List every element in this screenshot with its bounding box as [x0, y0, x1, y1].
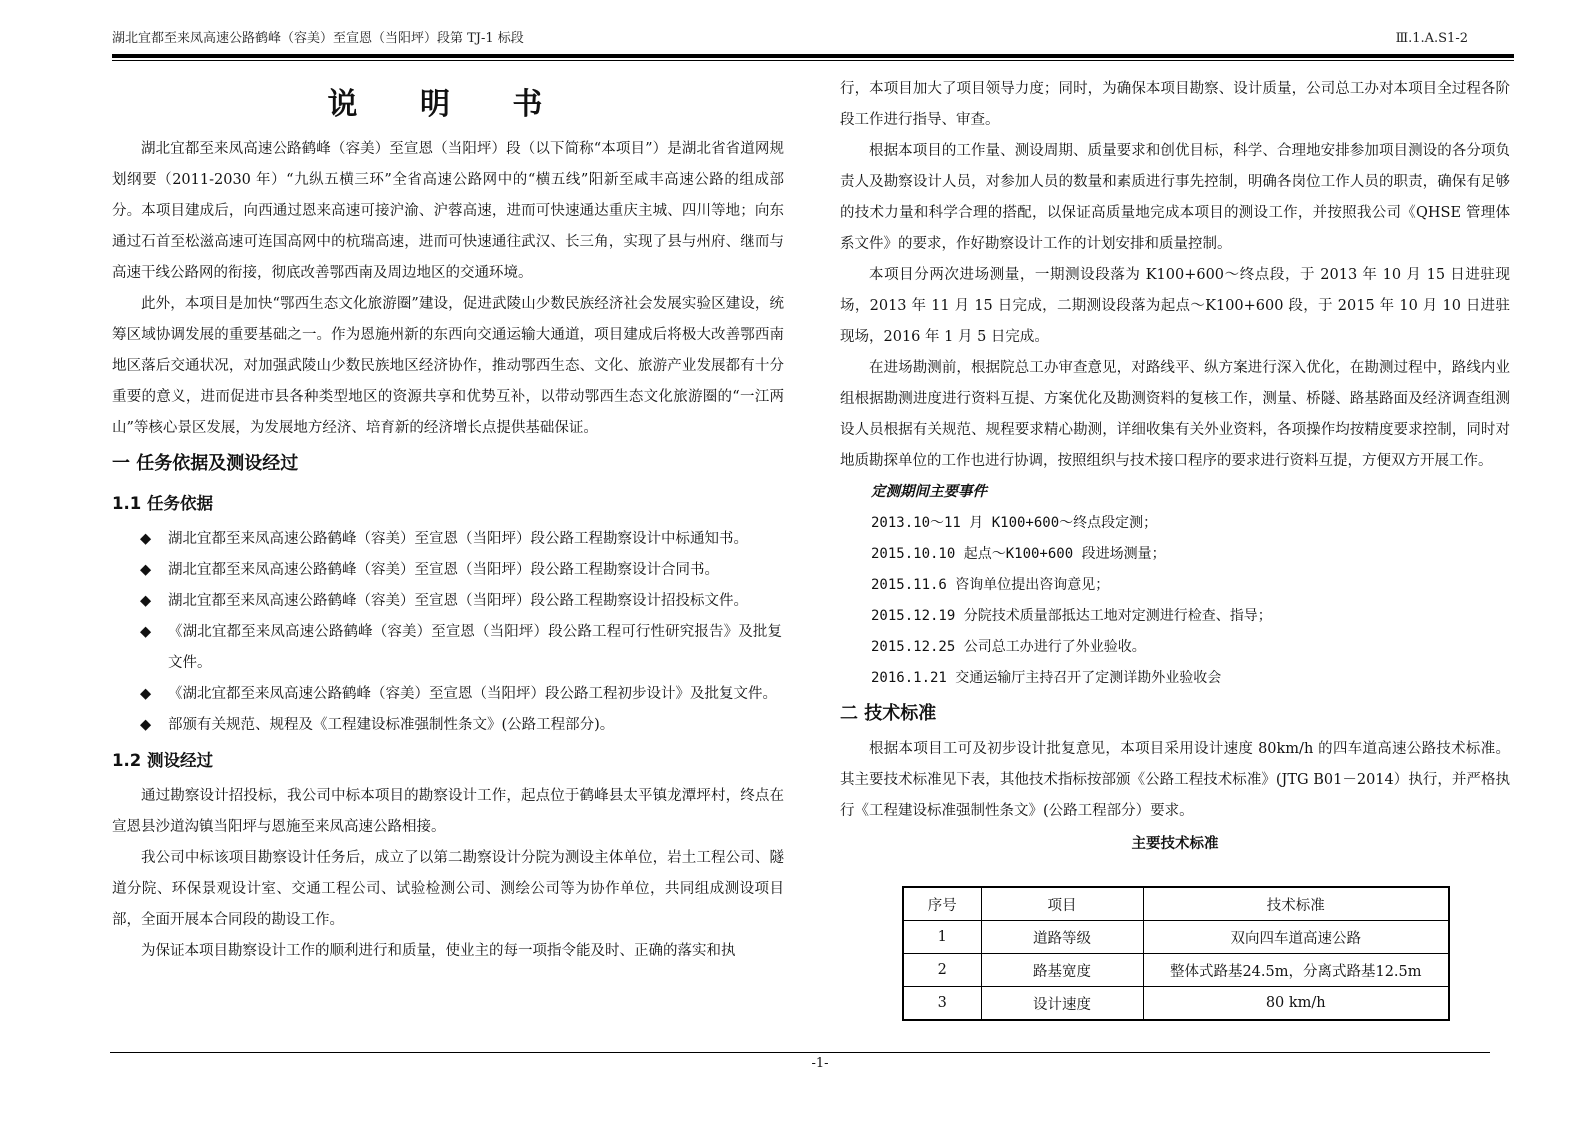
event-item: 2015.12.19 分院技术质量部抵达工地对定测进行检查、指导； — [871, 608, 1272, 624]
header-project-title: 湖北宜都至来凤高速公路鹤峰（容美）至宣恩（当阳坪）段第 TJ-1 标段 — [112, 31, 524, 46]
list-item: ◆ 《湖北宜都至来凤高速公路鹤峰（容美）至宣恩（当阳坪）段公路工程初步设计》及批复文件。 — [112, 679, 784, 710]
list-item: ◆ 湖北宜都至来凤高速公路鹤峰（容美）至宣恩（当阳坪）段公路工程勘察设计中标通知书。 — [112, 524, 784, 555]
events-heading: 定测期间主要事件 — [871, 484, 987, 500]
event-item: 2013.10～11 月 K100+600～终点段定测； — [871, 515, 1158, 531]
survey-paragraph: 为保证本项目勘察设计工作的顺利进行和质量，使业主的每一项指令能及时、正确的落实和执 — [141, 943, 736, 959]
body-paragraph: 根据本项目的工作量、测设周期、质量要求和创优目标，科学、合理地安排参加项目测设的各分项负责人及勘察设计人员，对参加人员的数量和素质进行事先控制，明确各岗位工作人员的职责，确保有足够的技术力量和科学合理的搭配，以保证高质量地完成本项目的测设工作，并按照我公司《QHSE 管理体系文件》的要求，作好勘察设计工作的计划安排和质量控制。 — [840, 143, 1510, 252]
subsection-1-1-heading: 1.1 任务依据 — [112, 494, 213, 513]
table-cell: 80 km/h — [1143, 987, 1449, 1021]
section-1-heading: 一 任务依据及测设经过 — [112, 453, 299, 474]
event-item: 2016.1.21 交通运输厅主持召开了定测详勘外业验收会 — [871, 670, 1222, 686]
event-item: 2015.11.6 咨询单位提出咨询意见； — [871, 577, 1110, 593]
body-paragraph: 本项目分两次进场测量，一期测设段落为 K100+600～终点段，于 2013 年 10 月 15 日进驻现场，2013 年 11 月 15 日完成，二期测设段落为起点～K100+600 段，于 2015 年 10 月 10 日进驻现场，2016 年 1 月 5 日完成。 — [840, 267, 1510, 345]
table-row — [903, 954, 1449, 987]
header-rule-thin — [112, 60, 1514, 61]
table-header-cell: 项目 — [981, 887, 1143, 921]
intro-paragraph: 此外，本项目是加快“鄂西生态文化旅游圈”建设，促进武陵山少数民族经济社会发展实验区建设，统筹区域协调发展的重要基础之一。作为恩施州新的东西向交通运输大通道，项目建成后将极大改善鄂西南地区落后交通状况，对加强武陵山少数民族地区经济协作，推动鄂西生态、文化、旅游产业发展都有十分重要的意义，进而促进市县各种类型地区的资源共享和优势互补，以带动鄂西生态文化旅游圈的“一江两山”等核心景区发展，为发展地方经济、培育新的经济增长点提供基础保证。 — [112, 296, 784, 436]
tech-standards-table — [902, 886, 1450, 1021]
table-header-row — [903, 887, 1449, 921]
list-item: ◆ 湖北宜都至来凤高速公路鹤峰（容美）至宣恩（当阳坪）段公路工程勘察设计合同书。 — [112, 555, 784, 586]
header-rule — [112, 54, 1514, 58]
table-cell: 3 — [903, 987, 981, 1021]
event-item: 2015.10.10 起点～K100+600 段进场测量； — [871, 546, 1166, 562]
intro-paragraph: 湖北宜都至来凤高速公路鹤峰（容美）至宣恩（当阳坪）段（以下简称“本项目”）是湖北省省道网规划纲要（2011-2030 年）“九纵五横三环”全省高速公路网中的“横五线”阳新至咸丰高速公路的组成部分。本项目建成后，向西通过恩来高速可接沪渝、沪蓉高速，进而可快速通达重庆主城、四川等地；向东通过石首至松滋高速可连国高网中的杭瑞高速，进而可快速通往武汉、长三角，实现了县与州府、继而与高速干线公路网的衔接，彻底改善鄂西南及周边地区的交通环境。 — [112, 141, 784, 281]
header-doc-code: Ⅲ.1.A.S1-2 — [1395, 31, 1468, 46]
table-title: 主要技术标准 — [1131, 836, 1219, 852]
table-cell: 双向四车道高速公路 — [1143, 921, 1449, 954]
table-header-cell: 技术标准 — [1143, 887, 1449, 921]
table-header-cell: 序号 — [903, 887, 981, 921]
doc-title: 说 明 书 — [327, 87, 569, 122]
table-cell: 1 — [903, 921, 981, 954]
table-cell: 整体式路基24.5m，分离式路基12.5m — [1143, 954, 1449, 987]
diamond-bullet-icon: ◆ — [140, 717, 152, 733]
diamond-bullet-icon: ◆ — [140, 686, 152, 702]
list-item: ◆ 湖北宜都至来凤高速公路鹤峰（容美）至宣恩（当阳坪）段公路工程勘察设计招投标文件。 — [112, 586, 784, 617]
section-2-heading: 二 技术标准 — [840, 703, 937, 724]
diamond-bullet-icon: ◆ — [140, 562, 152, 578]
left-column — [112, 72, 784, 967]
table-cell: 设计速度 — [981, 987, 1143, 1021]
list-item: ◆ 部颁有关规范、规程及《工程建设标准强制性条文》(公路工程部分)。 — [112, 710, 784, 741]
diamond-bullet-icon: ◆ — [140, 531, 152, 547]
page-number: -1- — [811, 1056, 829, 1071]
diamond-bullet-icon: ◆ — [140, 593, 152, 609]
event-item: 2015.12.25 公司总工办进行了外业验收。 — [871, 639, 1146, 655]
standards-paragraph: 根据本项目工可及初步设计批复意见，本项目采用设计速度 80km/h 的四车道高速公路技术标准。其主要技术标准见下表，其他技术指标按部颁《公路工程技术标准》(JTG B01－2014）执行，并严格执行《工程建设标准强制性条文》(公路工程部分）要求。 — [840, 741, 1510, 819]
table-cell: 道路等级 — [981, 921, 1143, 954]
body-paragraph: 在进场勘测前，根据院总工办审查意见，对路线平、纵方案进行深入优化，在勘测过程中，路线内业组根据勘测进度进行资料互提、方案优化及勘测资料的复核工作，测量、桥隧、路基路面及经济调查组测设人员根据有关规范、规程要求精心勘测，详细收集有关外业资料，各项操作均按精度要求控制，同时对地质勘探单位的工作也进行协调，按照组织与技术接口程序的要求进行资料互提，方便双方开展工作。 — [840, 360, 1510, 469]
table-row — [903, 921, 1449, 954]
diamond-bullet-icon: ◆ — [140, 624, 152, 640]
subsection-1-2-heading: 1.2 测设经过 — [112, 751, 213, 770]
table-cell: 2 — [903, 954, 981, 987]
footer-rule — [110, 1052, 1490, 1053]
table-cell: 路基宽度 — [981, 954, 1143, 987]
survey-paragraph: 通过勘察设计招投标，我公司中标本项目的勘察设计工作，起点位于鹤峰县太平镇龙潭坪村，终点在宣恩县沙道沟镇当阳坪与恩施至来凤高速公路相接。 — [112, 788, 784, 835]
list-item: ◆ 《湖北宜都至来凤高速公路鹤峰（容美）至宣恩（当阳坪）段公路工程可行性研究报告》及批复文件。 — [112, 617, 784, 679]
survey-paragraph: 我公司中标该项目勘察设计任务后，成立了以第二勘察设计分院为测设主体单位，岩土工程公司、隧道分院、环保景观设计室、交通工程公司、试验检测公司、测绘公司等为协作单位，共同组成测设项目部，全面开展本合同段的勘设工作。 — [112, 850, 784, 928]
right-column — [840, 74, 1510, 860]
table-row — [903, 987, 1449, 1021]
basis-list — [112, 524, 784, 741]
page-header — [112, 28, 1514, 52]
continued-paragraph: 行，本项目加大了项目领导力度；同时，为确保本项目勘察、设计质量，公司总工办对本项目全过程各阶段工作进行指导、审查。 — [840, 81, 1510, 128]
